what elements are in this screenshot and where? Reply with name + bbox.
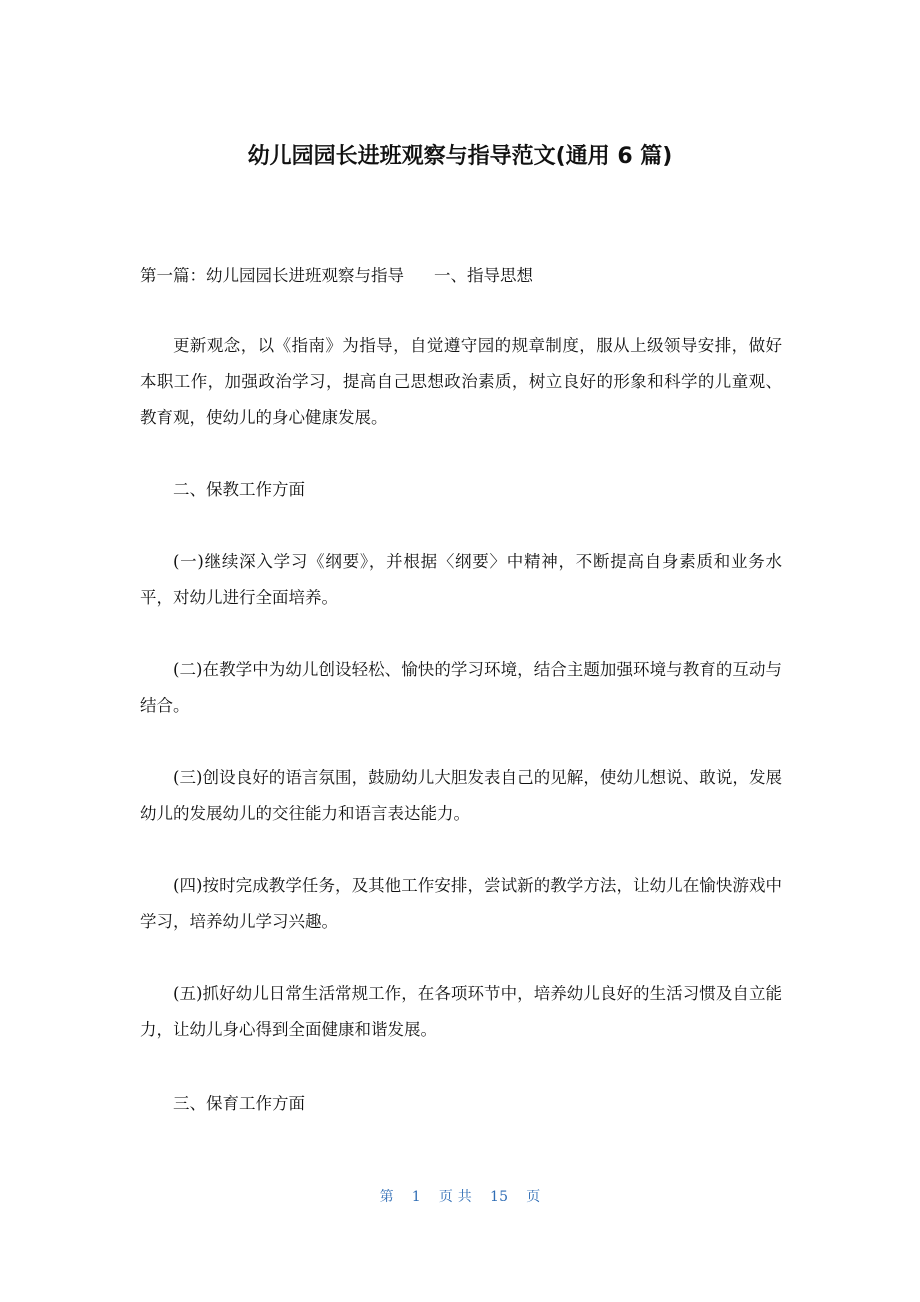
footer-total-pages: 15 [489, 1189, 509, 1205]
list-item-4: (四)按时完成教学任务，及其他工作安排，尝试新的教学方法，让幼儿在愉快游戏中学习，培养幼儿学习兴趣。 [140, 876, 782, 931]
list-item-2: (二)在教学中为幼儿创设轻松、愉快的学习环境，结合主题加强环境与教育的互动与结合。 [140, 660, 782, 715]
section-three-heading: 三、保育工作方面 [173, 1094, 305, 1113]
page-footer [0, 1186, 920, 1208]
footer-current-page: 1 [411, 1189, 421, 1205]
list-item-3: (三)创设良好的语言氛围，鼓励幼儿大胆发表自己的见解，使幼儿想说、敢说，发展幼儿的发展幼儿的交往能力和语言表达能力。 [140, 768, 782, 823]
paragraph-guiding: 更新观念，以《指南》为指导，自觉遵守园的规章制度，服从上级领导安排，做好本职工作，加强政治学习，提高自己思想政治素质，树立良好的形象和科学的儿童观、教育观，使幼儿的身心健康发展。 [140, 336, 782, 427]
chapter-heading: 第一篇：幼儿园园长进班观察与指导 [140, 266, 404, 285]
footer-suffix: 页 [526, 1189, 541, 1205]
section-one-heading: 一、指导思想 [434, 266, 533, 285]
chapter-heading-line [140, 258, 782, 294]
document-title: 幼儿园园长进班观察与指导范文(通用 6 篇) [247, 144, 673, 169]
footer-prefix: 第 [379, 1189, 394, 1205]
list-item-5: (五)抓好幼儿日常生活常规工作，在各项环节中，培养幼儿良好的生活习惯及自立能力，让幼儿身心得到全面健康和谐发展。 [140, 984, 782, 1039]
section-two-heading: 二、保教工作方面 [173, 480, 305, 499]
footer-mid: 页 共 [438, 1189, 472, 1205]
list-item-1: (一)继续深入学习《纲要》，并根据〈纲要〉中精神，不断提高自身素质和业务水平，对幼儿进行全面培养。 [140, 552, 782, 607]
